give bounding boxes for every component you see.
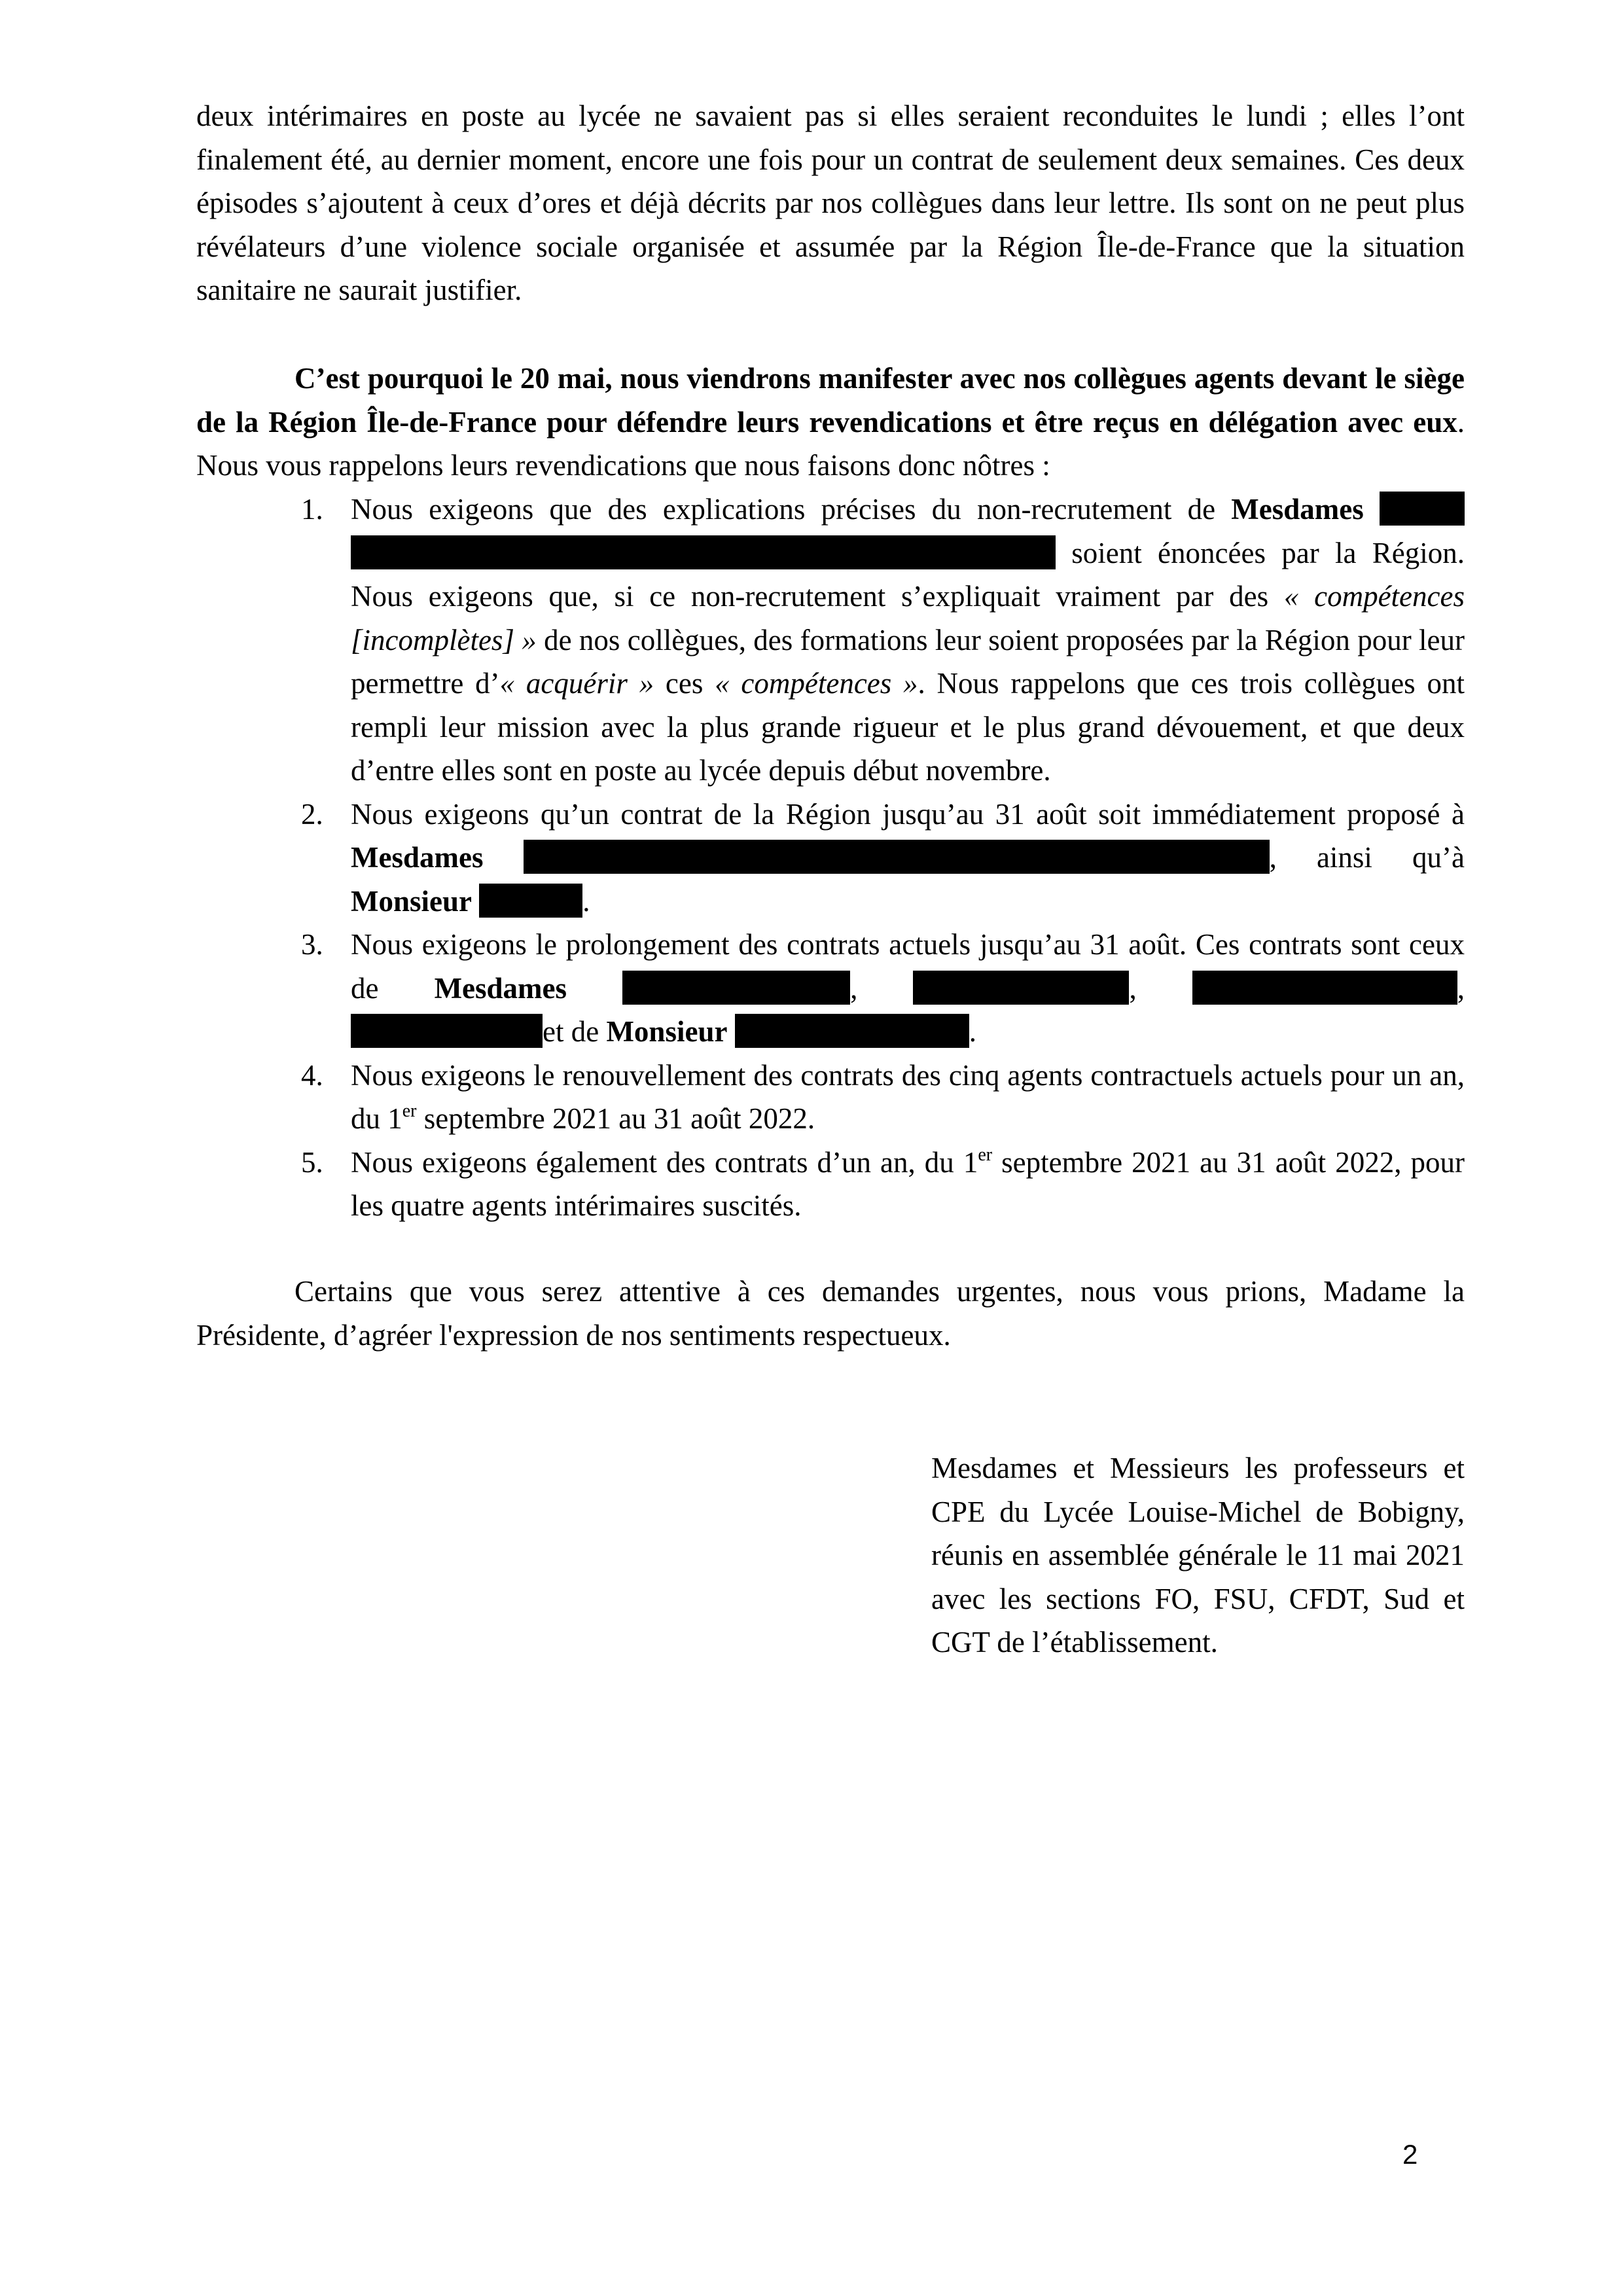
names-label: Monsieur [606,1015,728,1048]
paragraph-context: deux intérimaires en poste au lycée ne savaient pas si elles seraient reconduites le lundi ; elles l’ont finalement été, au dernier moment, encore une fois pour un contrat de seulement deux semaines. Ces deux épisodes s’ajoutent à ceux d’ores et déjà décrits par nos collègues dans leur lettre. Ils sont on ne peut plus révélateurs d’une violence sociale organisée et assumée par la Région Île-de-France que la situation sanitaire ne saurait justifier. [196,99,1465,306]
redaction-box [351,535,1056,569]
demand-item-2 [196,793,1465,924]
redaction-box [735,1014,969,1048]
demand-number: 4. [301,1058,323,1092]
names-label: Monsieur [351,884,472,918]
demand-text: Nous exigeons également des contrats d’un an, du 1 [351,1145,978,1179]
announcement-bold: C’est pourquoi le 20 mai, nous viendrons manifester avec nos collègues agents devant le siège de la Région Île-de-France pour défendre leurs revendications et être reçus en délégation avec eux [196,362,1465,439]
redaction-box [524,840,1270,874]
demand-text: . [582,884,590,918]
redaction-box [479,884,582,918]
redaction-box [1192,971,1457,1005]
names-label: Mesdames [1231,493,1364,526]
demand-text: soient énoncées par la Région. Nous exigeons que, si ce non-recrutement s’expliquait vraiment par des [351,536,1465,613]
demand-number: 5. [301,1145,323,1179]
page-number: 2 [1402,2139,1418,2170]
demand-text: . Nous rappelons que ces trois collègues ont rempli leur mission avec la plus grande rigueur et le plus grand dévouement, et que deux d’entre elles sont en poste au lycée depuis début novembre. [351,667,1465,787]
demands-list [196,488,1465,1228]
separator: , [1457,971,1465,1005]
announcement-rest: . Nous vous rappelons leurs revendications que nous faisons donc nôtres : [196,405,1465,482]
demand-text: septembre 2021 au 31 août 2022. [416,1102,815,1135]
demand-text: Nous exigeons qu’un contrat de la Région jusqu’au 31 août soit immédiatement proposé à [351,797,1465,831]
names-label: Mesdames [351,841,484,874]
demand-text: ces [654,667,715,700]
superscript: er [402,1101,417,1121]
demand-item-3 [196,923,1465,1054]
demand-text: . [969,1015,976,1048]
quote-italic: « compétences [incomplètes] » [351,580,1465,656]
signature-block: Mesdames et Messieurs les professeurs et CPE du Lycée Louise-Michel de Bobigny, réunis en assemblée générale le 11 mai 2021 avec les sections FO, FSU, CFDT, Sud et CGT de l’établissement. [931,1452,1465,1659]
demand-text: Nous exigeons le renouvellement des contrats des cinq agents contractuels actuels pour un an, du 1 [351,1058,1465,1135]
demand-text: Nous exigeons que des explications précises du non-recrutement de [351,493,1232,526]
redaction-box [622,971,850,1005]
redaction-box [913,971,1129,1005]
demand-number: 2. [301,797,323,831]
demand-text: , ainsi qu’à [1269,841,1465,874]
demand-text: septembre 2021 au 31 août 2022, pour les quatre agents intérimaires suscités. [351,1145,1465,1222]
names-label: Mesdames [434,971,567,1005]
paragraph-announcement [196,357,1465,488]
redaction-box [351,1014,543,1048]
separator: , [1129,971,1137,1005]
demand-text: Nous exigeons le prolongement des contrats actuels jusqu’au 31 août. Ces contrats sont ceux de [351,928,1465,1005]
demand-item-1 [196,488,1465,793]
demand-text: et de [543,1015,607,1048]
superscript: er [978,1144,993,1165]
demand-number: 1. [301,493,323,526]
redaction-box [1380,492,1465,526]
quote-italic: « acquérir » [499,667,654,700]
demand-text: de nos collègues, des formations leur soient proposées par la Région pour leur permettre d’ [351,623,1465,700]
quote-italic: « compétences » [715,667,918,700]
demand-item-4 [196,1054,1465,1141]
separator: , [850,971,858,1005]
demand-item-5 [196,1141,1465,1228]
demand-number: 3. [301,928,323,961]
paragraph-closing: Certains que vous serez attentive à ces demandes urgentes, nous vous prions, Madame la Présidente, d’agréer l'expression de nos sentiments respectueux. [196,1275,1465,1352]
